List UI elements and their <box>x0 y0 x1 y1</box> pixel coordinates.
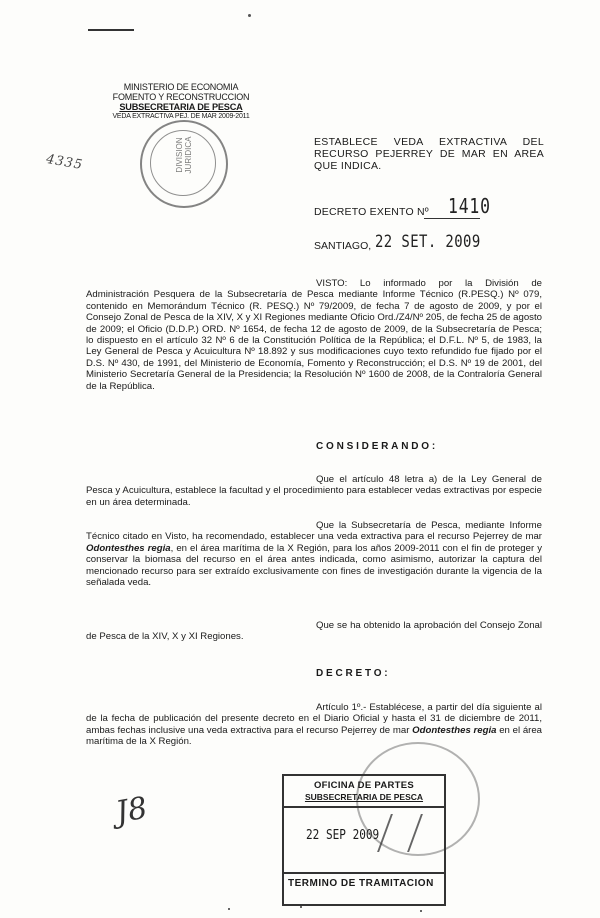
veda-reference: VEDA EXTRACTIVA PEJ. DE MAR 2009-2011 <box>112 113 250 120</box>
articulo-1 <box>86 702 542 748</box>
decree-number-underline <box>424 218 480 219</box>
visto-paragraph <box>86 278 542 392</box>
considerando-1 <box>86 474 542 508</box>
document-title: ESTABLECE VEDA EXTRACTIVA DEL RECURSO PEJERREY DE MAR EN AREA QUE INDICA. <box>314 136 544 172</box>
top-pen-mark <box>88 29 134 31</box>
decree-number: 1410 <box>448 194 491 218</box>
considerando-2-text-b: , en el área marítima de la X Región, para los años 2009-2011 con el fin de proteger y conservar la biomasa del recurso en el área antes indicada, como asimismo, autorizar la captura del mencionado recurso para ser extraído exclusivamente con fines de investigación durante la vigencia de la señalada veda. <box>86 542 542 589</box>
signature-mark <box>377 814 423 852</box>
considerando-2-text-a: Informe Técnico citado en Visto, ha recomendado, establecer una veda extractiva para el recurso Pejerrey de mar <box>86 520 542 543</box>
articulo-1-text-a: siguiente al de la fecha de publicación del presente decreto en el Diario Oficial y hasta el 31 de diciembre de 2011, ambas fechas inclusive una veda extractiva para el recurso Pejerrey de mar <box>86 702 542 736</box>
oficina-de-partes-stamp <box>282 774 446 906</box>
considerando-heading: CONSIDERANDO: <box>316 441 438 452</box>
stamp-subsecretaria-line: SUBSECRETARIA DE PESCA <box>304 792 424 802</box>
stamp-office-line: OFICINA DE PARTES <box>313 780 415 791</box>
decree-label: DECRETO EXENTO Nº <box>314 206 429 218</box>
division-juridica-stamp <box>140 120 228 208</box>
stamp-text: DIVISION JURIDICA <box>175 136 193 174</box>
stamp-divider-bottom <box>284 872 444 874</box>
articulo-1-lead: Artículo 1º.- Establécese, a partir del día <box>316 702 490 713</box>
considerando-3-text: Consejo Zonal de Pesca de la XIV, X y XI Regiones. <box>86 620 542 643</box>
handwritten-number: 4335 <box>44 151 85 174</box>
considerando-2 <box>86 520 542 588</box>
speck <box>420 910 422 912</box>
considerando-3 <box>86 620 542 643</box>
ministry-header <box>96 82 266 121</box>
top-speck <box>248 14 251 17</box>
ministry-line-1: MINISTERIO DE ECONOMIA <box>123 82 239 92</box>
stamp-termino-line: TERMINO DE TRAMITACION <box>288 878 434 889</box>
species-name-art1: Odontesthes regia <box>412 724 497 736</box>
subsecretaria-line: SUBSECRETARIA DE PESCA <box>119 102 243 112</box>
decree-city: SANTIAGO, <box>314 240 372 252</box>
ministry-line-2: FOMENTO Y RECONSTRUCCION <box>112 92 250 102</box>
stamp-divider-top <box>284 806 444 808</box>
decree-date-stamp: 22 SET. 2009 <box>375 232 481 252</box>
stamp-date: 22 SEP 2009 <box>306 828 380 843</box>
considerando-1-text: Pesca y Acuicultura, establece la facultad y el procedimiento para establecer vedas extractivas por especie en un área determinada. <box>86 485 542 508</box>
speck <box>300 906 302 908</box>
articulo-1-text-b: en el área marítima de la X Región. <box>86 724 543 748</box>
decreto-heading: DECRETO: <box>316 668 391 679</box>
speck <box>228 908 230 910</box>
considerando-1-lead: Que el artículo 48 letra a) de la Ley General de <box>316 474 542 485</box>
species-name: Odontesthes regia <box>86 542 171 554</box>
visto-text: VISTO: Lo informado por la División de Administración Pesquera de la Subsecretaría de Pesca mediante Informe Técnico (R.PESQ.) Nº 079, contenido en Memorándum Técnico (R. PESQ.) Nº 79/2009, de fecha 7 de agosto de 2009, y por el Consejo Zonal de Pesca de la XIV, X y XI Regiones mediante Oficio Ord./Z4/Nº 205, de fecha 25 de agosto de 2009; el Oficio (D.D.P.) ORD. Nº 1654, de fecha 12 de agosto de 2009, de la Subsecretaría de Pesca; lo dispuesto en el artículo 32 Nº 6 de la Constitución Política de la República; el D.F.L. Nº 5, de 1983, la Ley General de Pesca y Acuicultura Nº 18.892 y sus modificaciones cuyo texto refundido fue fijado por el D.S. Nº 430, de 1991, del Ministerio de Economía, Fomento y Reconstrucción; el D.S. Nº 19 de 2001, del Ministerio Secretaría General de la Presidencia; la Resolución Nº 1600 de 2008, de la Contraloría General de la República. <box>86 278 542 392</box>
handwritten-initials: J8 <box>113 790 150 831</box>
considerando-3-lead: Que se ha obtenido la aprobación del <box>316 620 477 631</box>
considerando-2-lead: Que la Subsecretaría de Pesca, mediante <box>316 520 505 531</box>
